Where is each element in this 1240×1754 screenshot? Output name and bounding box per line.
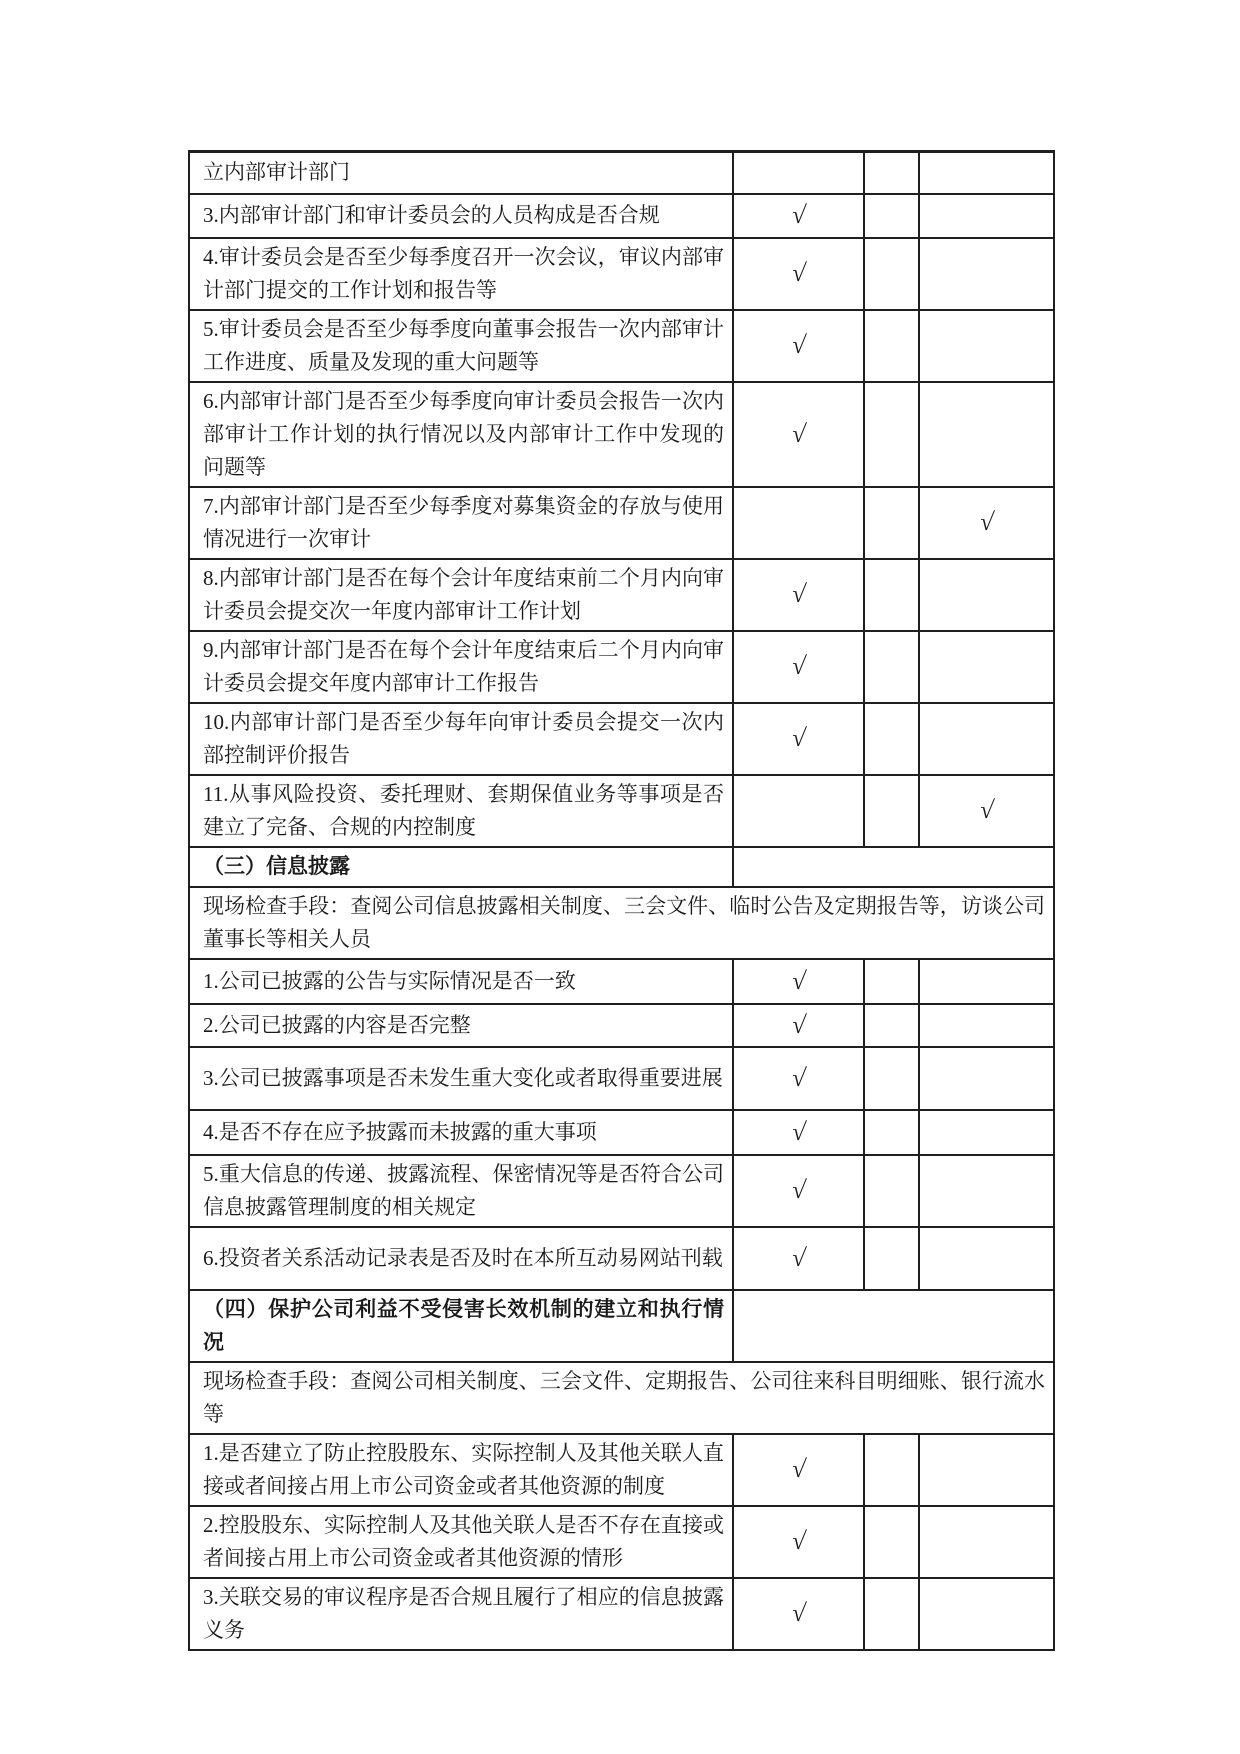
check-mark: √ xyxy=(790,260,807,287)
check-mark: √ xyxy=(790,332,807,359)
check-cell-na xyxy=(919,310,1054,382)
table-row xyxy=(189,1506,1054,1578)
question-cell: 11.从事风险投资、委托理财、套期保值业务等事项是否建立了完备、合规的内控制度 xyxy=(189,775,733,847)
check-cell-na xyxy=(919,1506,1054,1578)
check-cell-yes xyxy=(733,1110,864,1155)
check-cell-na xyxy=(919,775,1054,847)
check-cell-na xyxy=(919,1578,1054,1650)
method-cell: 现场检查手段：查阅公司相关制度、三会文件、定期报告、公司往来科目明细账、银行流水等 xyxy=(189,1362,1054,1434)
check-cell-na xyxy=(919,1227,1054,1290)
check-cell-no xyxy=(864,1155,919,1227)
check-cell-yes xyxy=(733,152,864,194)
table-row xyxy=(189,152,1054,194)
check-cell-yes xyxy=(733,1578,864,1650)
check-mark: √ xyxy=(978,509,995,536)
table-row xyxy=(189,703,1054,775)
check-cell-yes xyxy=(733,310,864,382)
question-cell: 4.审计委员会是否至少每季度召开一次会议，审议内部审计部门提交的工作计划和报告等 xyxy=(189,238,733,310)
check-cell-no xyxy=(864,152,919,194)
check-cell-no xyxy=(864,631,919,703)
check-cell-yes xyxy=(733,559,864,631)
check-cell-na xyxy=(919,382,1054,487)
question-cell: 3.关联交易的审议程序是否合规且履行了相应的信息披露义务 xyxy=(189,1578,733,1650)
check-cell-yes xyxy=(733,1434,864,1506)
check-cell-yes xyxy=(733,194,864,238)
table-row xyxy=(189,1110,1054,1155)
check-cell-na xyxy=(919,1047,1054,1110)
check-cell-yes xyxy=(733,631,864,703)
check-cell-yes xyxy=(733,775,864,847)
section-title-cell: （四）保护公司利益不受侵害长效机制的建立和执行情况 xyxy=(189,1290,733,1362)
check-mark: √ xyxy=(790,1064,807,1092)
check-mark: √ xyxy=(790,1177,807,1204)
check-cell-no xyxy=(864,1227,919,1290)
table-row xyxy=(189,1155,1054,1227)
table-row xyxy=(189,487,1054,559)
check-cell-no xyxy=(864,1578,919,1650)
question-cell: 9.内部审计部门是否在每个会计年度结束后二个月内向审计委员会提交年度内部审计工作报告 xyxy=(189,631,733,703)
check-cell-no xyxy=(864,559,919,631)
check-cell-yes xyxy=(733,1047,864,1110)
table-row xyxy=(189,887,1054,959)
question-cell: 2.控股股东、实际控制人及其他关联人是否不存在直接或者间接占用上市公司资金或者其他资源的情形 xyxy=(189,1506,733,1578)
check-cell-no xyxy=(864,775,919,847)
question-cell: 1.公司已披露的公告与实际情况是否一致 xyxy=(189,959,733,1004)
check-mark: √ xyxy=(790,725,807,752)
table-row xyxy=(189,1004,1054,1047)
check-mark: √ xyxy=(790,653,807,680)
check-cell-yes xyxy=(733,238,864,310)
inspection-checklist-table xyxy=(188,150,1055,1651)
check-cell-yes xyxy=(733,1155,864,1227)
check-mark: √ xyxy=(790,581,807,608)
check-cell-no xyxy=(864,959,919,1004)
check-cell-no xyxy=(864,382,919,487)
check-cell-na xyxy=(919,1155,1054,1227)
method-cell: 现场检查手段：查阅公司信息披露相关制度、三会文件、临时公告及定期报告等，访谈公司董事长等相关人员 xyxy=(189,887,1054,959)
check-cell-yes xyxy=(733,487,864,559)
table-row xyxy=(189,238,1054,310)
check-cell-no xyxy=(864,487,919,559)
check-cell-na xyxy=(919,238,1054,310)
check-cell-na xyxy=(919,487,1054,559)
check-mark: √ xyxy=(978,797,995,824)
question-cell: 6.内部审计部门是否至少每季度向审计委员会报告一次内部审计工作计划的执行情况以及内部审计工作中发现的问题等 xyxy=(189,382,733,487)
check-cell-yes xyxy=(733,959,864,1004)
checklist-table-body xyxy=(189,152,1054,1650)
table-row xyxy=(189,959,1054,1004)
check-cell-no xyxy=(864,1110,919,1155)
check-mark: √ xyxy=(790,1456,807,1483)
question-cell: 1.是否建立了防止控股股东、实际控制人及其他关联人直接或者间接占用上市公司资金或者其他资源的制度 xyxy=(189,1434,733,1506)
check-cell-no xyxy=(864,1047,919,1110)
check-cell-na xyxy=(919,194,1054,238)
section-title-cell: （三）信息披露 xyxy=(189,847,733,887)
table-row xyxy=(189,1578,1054,1650)
check-cell-na xyxy=(919,1004,1054,1047)
check-cell-na xyxy=(919,1110,1054,1155)
check-mark: √ xyxy=(790,1118,807,1146)
question-cell: 7.内部审计部门是否至少每季度对募集资金的存放与使用情况进行一次审计 xyxy=(189,487,733,559)
table-row xyxy=(189,775,1054,847)
table-row xyxy=(189,1362,1054,1434)
check-cell-yes xyxy=(733,703,864,775)
check-cell-yes xyxy=(733,1506,864,1578)
check-mark: √ xyxy=(790,1528,807,1555)
table-row xyxy=(189,1434,1054,1506)
question-cell: 3.公司已披露事项是否未发生重大变化或者取得重要进展 xyxy=(189,1047,733,1110)
section-empty-cell xyxy=(733,847,1054,887)
table-row xyxy=(189,631,1054,703)
table-row xyxy=(189,1047,1054,1110)
check-mark: √ xyxy=(790,1600,807,1627)
check-cell-na xyxy=(919,631,1054,703)
check-cell-na xyxy=(919,703,1054,775)
question-cell: 2.公司已披露的内容是否完整 xyxy=(189,1004,733,1047)
check-mark: √ xyxy=(790,202,807,229)
table-row xyxy=(189,1290,1054,1362)
check-cell-no xyxy=(864,238,919,310)
question-cell: 5.重大信息的传递、披露流程、保密情况等是否符合公司信息披露管理制度的相关规定 xyxy=(189,1155,733,1227)
check-cell-no xyxy=(864,1434,919,1506)
check-mark: √ xyxy=(790,1244,807,1272)
question-cell: 4.是否不存在应予披露而未披露的重大事项 xyxy=(189,1110,733,1155)
table-row xyxy=(189,847,1054,887)
check-cell-yes xyxy=(733,1004,864,1047)
section-empty-cell xyxy=(733,1290,1054,1362)
check-cell-no xyxy=(864,1506,919,1578)
check-cell-na xyxy=(919,959,1054,1004)
check-cell-no xyxy=(864,703,919,775)
check-cell-na xyxy=(919,559,1054,631)
check-cell-yes xyxy=(733,1227,864,1290)
check-cell-no xyxy=(864,1004,919,1047)
question-cell: 10.内部审计部门是否至少每年向审计委员会提交一次内部控制评价报告 xyxy=(189,703,733,775)
table-row xyxy=(189,194,1054,238)
question-cell: 6.投资者关系活动记录表是否及时在本所互动易网站刊载 xyxy=(189,1227,733,1290)
question-cell: 3.内部审计部门和审计委员会的人员构成是否合规 xyxy=(189,194,733,238)
check-cell-yes xyxy=(733,382,864,487)
check-mark: √ xyxy=(790,967,807,995)
question-cell: 5.审计委员会是否至少每季度向董事会报告一次内部审计工作进度、质量及发现的重大问题等 xyxy=(189,310,733,382)
table-row xyxy=(189,382,1054,487)
check-cell-no xyxy=(864,310,919,382)
question-cell: 立内部审计部门 xyxy=(189,152,733,194)
question-cell: 8.内部审计部门是否在每个会计年度结束前二个月内向审计委员会提交次一年度内部审计工作计划 xyxy=(189,559,733,631)
check-cell-na xyxy=(919,152,1054,194)
table-row xyxy=(189,310,1054,382)
table-row xyxy=(189,559,1054,631)
check-cell-no xyxy=(864,194,919,238)
table-row xyxy=(189,1227,1054,1290)
check-mark: √ xyxy=(790,1011,807,1039)
check-mark: √ xyxy=(790,420,807,448)
check-cell-na xyxy=(919,1434,1054,1506)
